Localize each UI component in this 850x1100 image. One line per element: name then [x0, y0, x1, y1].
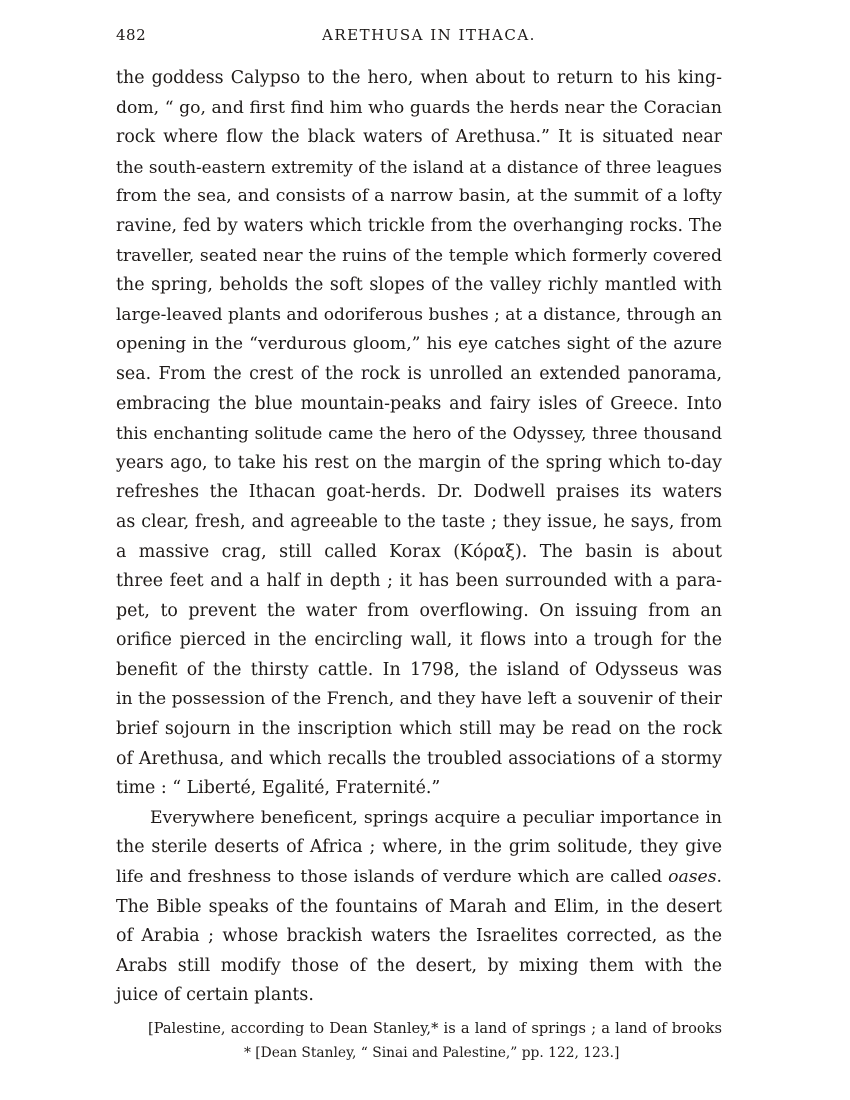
- text-line: the sterile deserts of Africa ; where, in the grim solitude, they give: [116, 837, 722, 858]
- text-line: the goddess Calypso to the hero, when about to return to his king-: [116, 68, 722, 88]
- text-line: orifice pierced in the encircling wall, it flows into a trough for the: [116, 630, 722, 651]
- text-line: opening in the “verdurous gloom,” his eye catches sight of the azure: [116, 334, 722, 355]
- footnote-continuation: [Palestine, according to Dean Stanley,* is a land of springs ; a land of brooks: [148, 1020, 722, 1037]
- text-line: of Arabia ; whose brackish waters the Israelites corrected, as the: [116, 926, 722, 947]
- text-line: the south-eastern extremity of the island at a distance of three leagues: [116, 156, 722, 177]
- text-line: this enchanting solitude came the hero of the Odyssey, three thousand: [116, 423, 722, 444]
- footnotes: [148, 1017, 722, 1065]
- text-line: as clear, fresh, and agreeable to the taste ; they issue, he says, from: [116, 511, 722, 532]
- page-number: 482: [116, 26, 147, 44]
- italic-word: oases: [668, 867, 717, 888]
- text-line: years ago, to take his rest on the margin of the spring which to-day: [116, 452, 722, 473]
- text-line: benefit of the thirsty cattle. In 1798, the island of Odysseus was: [116, 659, 722, 680]
- text-line: from the sea, and consists of a narrow basin, at the summit of a lofty: [116, 186, 722, 207]
- body-text: [116, 64, 722, 1011]
- text-line: brief sojourn in the inscription which still may be read on the rock: [116, 719, 722, 740]
- text-line: sea. From the crest of the rock is unrolled an extended panorama,: [116, 363, 722, 384]
- text-line: time : “ Liberté, Egalité, Fraternité.”: [116, 778, 441, 799]
- paragraph-1: [116, 64, 722, 804]
- text-line: in the possession of the French, and they have left a souvenir of their: [116, 689, 722, 710]
- text-line: three feet and a half in depth ; it has been surrounded with a para-: [116, 571, 722, 592]
- text-line: rock where flow the black waters of Arethusa.” It is situated near: [116, 127, 722, 148]
- paragraph-2: [116, 804, 722, 1011]
- text-line: embracing the blue mountain-peaks and fairy isles of Greece. Into: [116, 393, 722, 414]
- text-line: Everywhere beneficent, springs acquire a peculiar importance in: [150, 807, 722, 828]
- text-line: pet, to prevent the water from overflowing. On issuing from an: [116, 600, 722, 621]
- text-line: the spring, beholds the soft slopes of the valley richly mantled with: [116, 275, 722, 296]
- running-head: [116, 26, 722, 50]
- text-line: a massive crag, still called Korax (Κόραξ). The basin is about: [116, 541, 722, 562]
- footnote-reference: * [Dean Stanley, “ Sinai and Palestine,” pp. 122, 123.]: [244, 1045, 620, 1061]
- text-line: dom, “ go, and first find him who guards the herds near the Coracian: [116, 97, 722, 118]
- text-line: refreshes the Ithacan goat-herds. Dr. Dodwell praises its waters: [116, 482, 722, 503]
- text-line: traveller, seated near the ruins of the temple which formerly covered: [116, 245, 722, 266]
- text-line: life and freshness to those islands of verdure which are called oases.: [116, 867, 722, 888]
- text-line: ravine, fed by waters which trickle from the overhanging rocks. The: [116, 215, 722, 236]
- text-line: The Bible speaks of the fountains of Marah and Elim, in the desert: [116, 896, 722, 917]
- text-line: Arabs still modify those of the desert, by mixing them with the: [116, 955, 722, 976]
- text-line: juice of certain plants.: [116, 985, 314, 1006]
- running-title: ARETHUSA IN ITHACA.: [322, 26, 536, 44]
- text-line: of Arethusa, and which recalls the troubled associations of a stormy: [116, 748, 722, 769]
- text-line: large-leaved plants and odoriferous bushes ; at a distance, through an: [116, 304, 722, 325]
